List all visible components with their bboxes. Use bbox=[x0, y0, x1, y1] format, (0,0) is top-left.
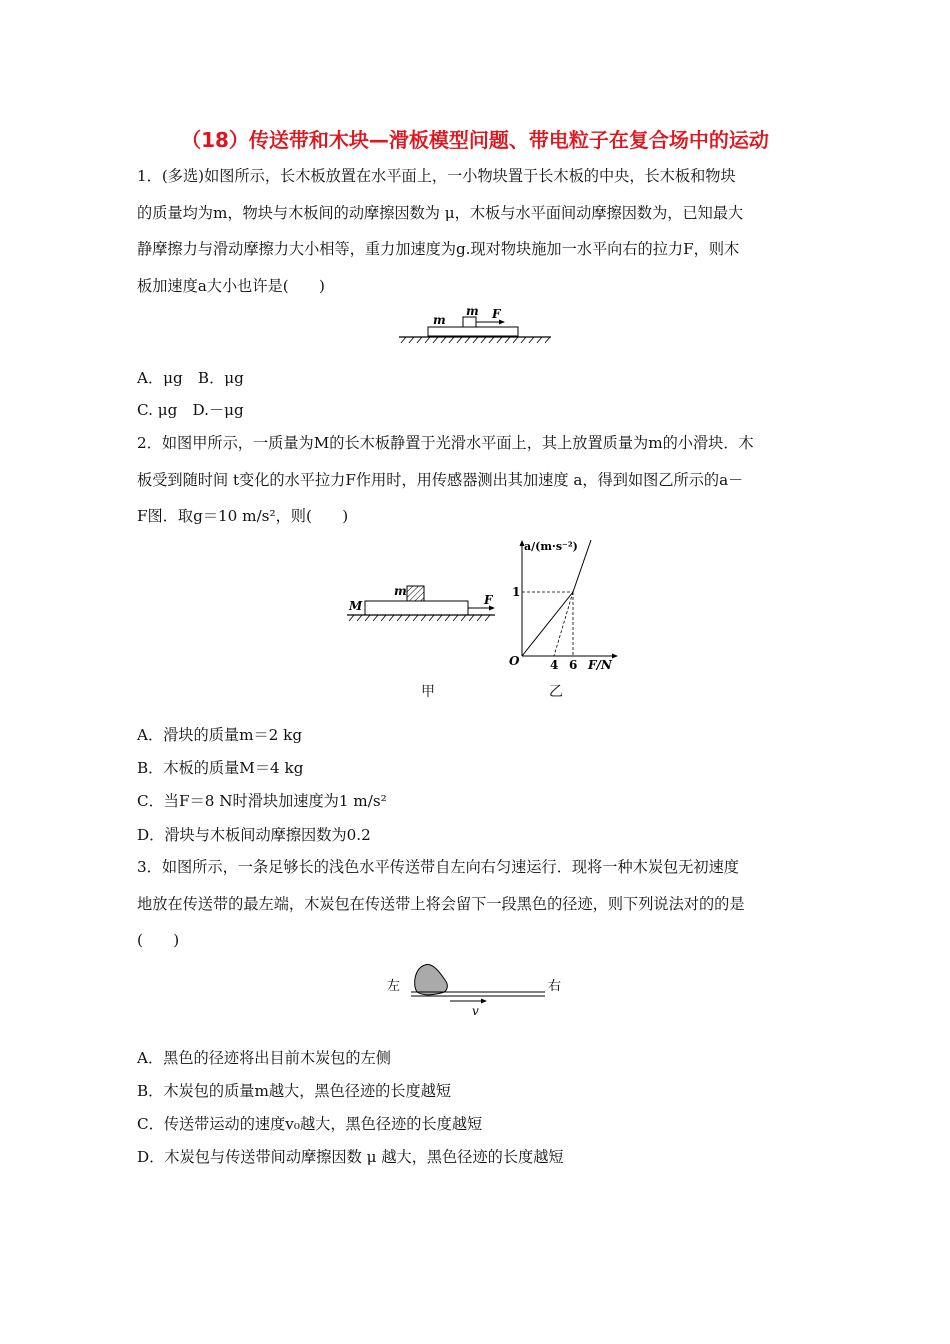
x-axis-arrowhead bbox=[612, 654, 618, 659]
q3-option-b: B．木炭包的质量m越大，黑色径迹的长度越短 bbox=[137, 1082, 452, 1100]
text-line: 地放在传送带的最左端，木炭包在传送带上将会留下一段黑色的径迹，则下列说法对的的是 bbox=[137, 894, 745, 913]
question-2-text bbox=[137, 425, 817, 535]
x-tick-label: 6 bbox=[569, 658, 578, 672]
figure-jia-caption: 甲 bbox=[421, 684, 435, 700]
figure-yi-a-F-graph bbox=[505, 538, 635, 678]
block-label: m bbox=[466, 304, 479, 318]
ground-hatch bbox=[401, 337, 550, 343]
question-3-text bbox=[137, 849, 817, 959]
x-tick-label: 4 bbox=[550, 658, 559, 672]
velocity-label: v bbox=[472, 1004, 479, 1018]
right-label: 右 bbox=[548, 979, 562, 994]
q3-option-d: D．木炭包与传送带间动摩擦因数 μ 越大，黑色径迹的长度越短 bbox=[137, 1148, 564, 1166]
q3-option-c: C．传送带运动的速度v₀越大，黑色径迹的长度越短 bbox=[137, 1115, 483, 1133]
board-label: m bbox=[433, 313, 446, 327]
y-tick-label: 1 bbox=[512, 585, 521, 599]
page-title: （18）传送带和木块—滑板模型问题、带电粒子在复合场中的运动 bbox=[181, 128, 769, 152]
q2-option-d: D．滑块与木板间动摩擦因数为0.2 bbox=[137, 826, 371, 844]
force-label: F bbox=[484, 593, 493, 607]
text-line: 的质量均为m，物块与木板间的动摩擦因数为 μ，木板与水平面间动摩擦因数为，已知最大 bbox=[137, 203, 744, 222]
charcoal-bag bbox=[415, 965, 448, 995]
text-line: 2．如图甲所示，一质量为M的长木板静置于光滑水平面上，其上放置质量为m的小滑块．木 bbox=[137, 434, 754, 452]
q1-options-line-1: A．μg B．μg bbox=[137, 369, 244, 387]
q2-option-a: A．滑块的质量m＝2 kg bbox=[137, 726, 303, 744]
y-axis-label: a/(m·s⁻²) bbox=[524, 540, 578, 553]
text-line: 静摩擦力与滑动摩擦力大小相等，重力加速度为g.现对物块施加一水平向右的拉力F，则木 bbox=[137, 240, 740, 258]
x-axis-label: F/N bbox=[588, 658, 612, 672]
text-line: ( ) bbox=[137, 931, 180, 949]
q1-options-line-2: C. μg D.－μg bbox=[137, 401, 244, 419]
text-line: F图．取g＝10 m/s²，则( ) bbox=[137, 507, 349, 525]
q1-board-block-diagram bbox=[395, 305, 555, 345]
q2-option-c: C．当F＝8 N时滑块加速度为1 m/s² bbox=[137, 792, 387, 810]
figure-yi-caption: 乙 bbox=[549, 684, 563, 700]
text-line: 板受到随时间 t变化的水平拉力F作用时，用传感器测出其加速度 a，得到如图乙所示的a－ bbox=[137, 470, 744, 489]
q2-option-b: B．木板的质量M＝4 kg bbox=[137, 759, 304, 777]
figure-jia-diagram bbox=[345, 580, 505, 630]
text-line: 板加速度a大小也许是( ) bbox=[137, 276, 325, 295]
origin-label: O bbox=[509, 654, 520, 668]
graph-line-segment-1 bbox=[522, 592, 573, 656]
conveyor-belt-diagram bbox=[385, 962, 575, 1017]
dashed-guide-slant bbox=[554, 592, 573, 656]
block-label: m bbox=[394, 584, 407, 598]
board bbox=[365, 601, 468, 615]
board-label: M bbox=[349, 599, 363, 613]
block bbox=[463, 317, 476, 327]
force-label: F bbox=[492, 307, 501, 321]
velocity-arrowhead bbox=[481, 999, 487, 1004]
text-line: 1．(多选)如图所示，长木板放置在水平面上，一小物块置于长木板的中央，长木板和物块 bbox=[137, 167, 736, 185]
board bbox=[428, 327, 518, 336]
text-line: 3．如图所示，一条足够长的浅色水平传送带自左向右匀速运行．现将一种木炭包无初速度 bbox=[137, 858, 739, 876]
q3-option-a: A．黑色的径迹将出目前木炭包的左侧 bbox=[137, 1049, 391, 1067]
block bbox=[407, 586, 424, 601]
question-1-text bbox=[137, 158, 817, 304]
ground-hatch bbox=[349, 615, 490, 621]
left-label: 左 bbox=[387, 979, 401, 994]
